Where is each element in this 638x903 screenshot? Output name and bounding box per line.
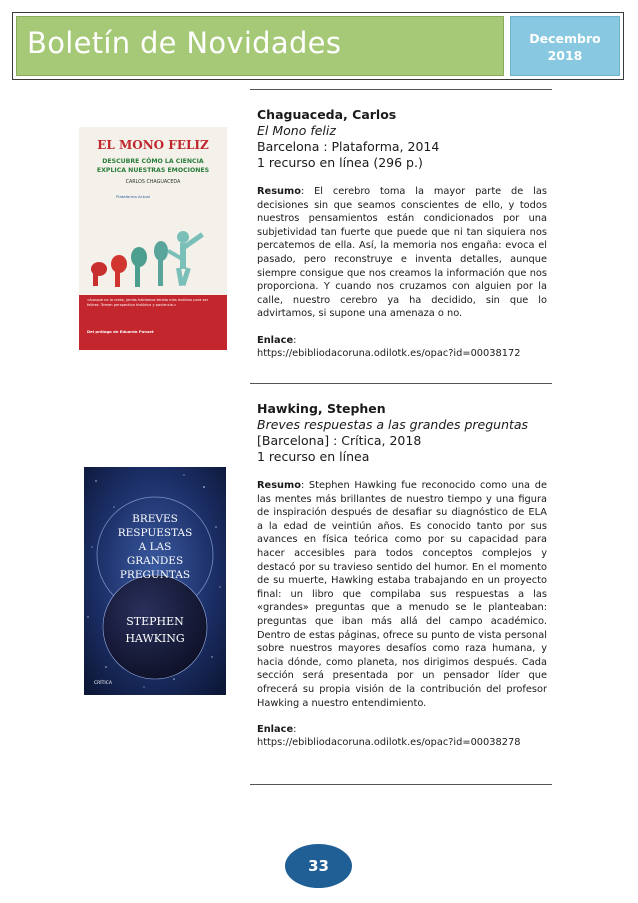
entry-summary: [257, 479, 547, 710]
link-label: Enlace: [257, 724, 294, 736]
cover-title-line: PREGUNTAS: [119, 569, 191, 581]
entry-title: Breves respuestas a las grandes preguntas: [257, 417, 529, 432]
cover-subtitle: DESCUBRE CÓMO LA CIENCIA: [102, 158, 204, 165]
cover-title-line: A LAS: [138, 541, 172, 553]
entry-link[interactable]: https://ebibliodacoruna.odilotk.es/opac?id=00038278: [257, 737, 521, 749]
cover-author-line: STEPHEN: [126, 615, 184, 628]
book-cover-el-mono-feliz[interactable]: [79, 127, 227, 350]
summary-label: Resumo: [257, 186, 301, 197]
entry-author: Chaguaceda, Carlos: [257, 107, 397, 122]
book-entry: [257, 107, 547, 360]
link-label-colon: :: [293, 724, 297, 736]
entry-author: Hawking, Stephen: [257, 401, 386, 416]
summary-text: : Stephen Hawking fue reconocido como una de las mentes más brillantes de nuestro tiempo y una figura de inspiración después de desafiar su diagnóstico de ELA a la edad de veintiún años. Es conocido tanto por sus avances en física teórica como por su capacidad para hacer accesibles para todos conceptos complejos y destacó por su travieso sentido del humor. En el momento de su muerte, Hawking estaba trabajando en un proyecto final: un libro que compilaba sus respuestas a las «grandes» preguntas que a menudo se le planteaban: preguntas que iban más allá del campo académico. Dentro de estas páginas, ofrece su punto de vista personal sobre nuestros mayores desafíos como raza humana, y hacia dónde, como planeta, nos dirigimos después. Cada sección será presentada por un pensador líder que ofrecerá su propia visión de la contribución del profesor Hawking a nuestro entendimiento.: [257, 480, 547, 709]
entry-publication: [Barcelona] : Crítica, 2018: [257, 433, 422, 448]
separator-rule: [250, 89, 552, 90]
cover-title: EL MONO FELIZ: [97, 138, 209, 152]
entry-extent: 1 recurso en línea (296 p.): [257, 155, 423, 170]
page-number: 33: [285, 844, 352, 888]
cover-subtitle: EXPLICA NUESTRAS EMOCIONES: [96, 167, 210, 174]
book-entry: [257, 401, 547, 749]
cover-art: [84, 467, 226, 695]
bulletin-year: 2018: [547, 48, 583, 63]
entry-publication: Barcelona : Plataforma, 2014: [257, 139, 440, 154]
book-cover-breves-respuestas[interactable]: [84, 467, 226, 695]
separator-rule: [250, 784, 552, 785]
bulletin-month: Decembro: [529, 31, 601, 46]
entry-summary: [257, 185, 547, 321]
cover-quote: «Aunque no lo creas, jamás habíamos tenido más motivos para ser felices. Tomen perspectiva histórica y paciencia.»: [87, 298, 209, 307]
cover-title-line: GRANDES: [126, 555, 184, 567]
cover-publisher: CRÍTICA: [94, 681, 112, 686]
cover-author-line: HAWKING: [125, 632, 185, 645]
link-label-colon: :: [293, 334, 297, 346]
separator-rule: [250, 383, 552, 384]
cover-title-line: BREVES: [132, 513, 178, 525]
cover-publisher: Plataforma Actual: [116, 194, 150, 199]
header-date-box: [510, 16, 620, 76]
header-title-box: [16, 16, 504, 76]
cover-art: [79, 127, 227, 350]
cover-prologue: Del prólogo de Eduardo Punset: [87, 329, 154, 334]
bulletin-title: Boletín de Novidades: [27, 26, 342, 60]
link-label: Enlace: [257, 334, 294, 346]
entry-extent: 1 recurso en línea: [257, 449, 370, 464]
cover-title-line: RESPUESTAS: [117, 527, 193, 539]
summary-text: : El cerebro toma la mayor parte de las decisiones sin que seamos conscientes de ello, y todos nuestros pensamientos están condicionados por una subjetividad tan fuerte que puede que ni tan siquiera nos percatemos de ella. Así, la memoria nos engaña: evoca el pasado, pero reconstruye e inventa detalles, aunque siempre consigue que nos creamos la información que nos proporciona. Y cuando nos cruzamos con alguien por la calle, nuestro cerebro ya ha decidido, sin que lo advirtamos, si supone una amenaza o no.: [257, 186, 547, 320]
link-label-row: [257, 723, 547, 736]
entry-title: El Mono feliz: [257, 123, 336, 138]
summary-label: Resumo: [257, 480, 301, 491]
cover-author: CARLOS CHAGUACEDA: [125, 180, 181, 185]
entry-link[interactable]: https://ebibliodacoruna.odilotk.es/opac?id=00038172: [257, 347, 521, 359]
link-label-row: [257, 334, 547, 347]
